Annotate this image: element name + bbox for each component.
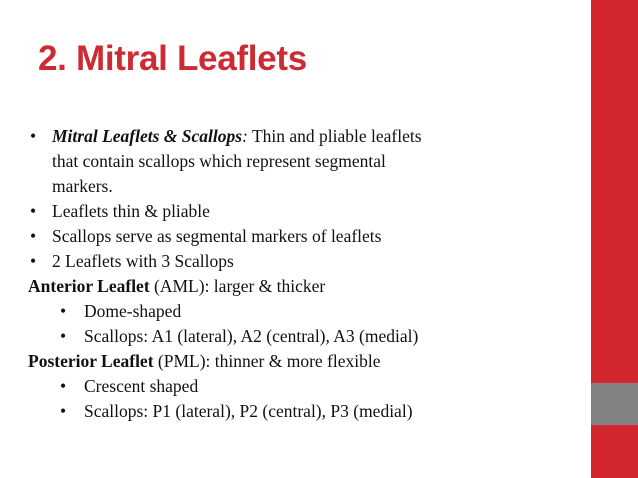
bullet-item [28, 124, 588, 149]
sub-bullet-item [28, 374, 588, 399]
bullet-item [28, 249, 588, 274]
bullet-icon: • [30, 251, 37, 271]
item-text: Crescent shaped [84, 376, 199, 396]
accent-bar-gray [591, 383, 638, 425]
bullet-icon: • [60, 376, 67, 396]
bullet-icon: • [60, 326, 67, 346]
accent-bar-red-bottom [591, 425, 638, 478]
bullet-icon: • [30, 126, 37, 146]
bullet-item [28, 199, 588, 224]
bullet-icon: • [30, 201, 37, 221]
bullet-icon: • [60, 401, 67, 421]
item-text: Dome-shaped [84, 301, 182, 321]
item-text: Leaflets thin & pliable [52, 201, 210, 221]
bullet-continuation: that contain scallops which represent segmental [52, 151, 386, 171]
item-text: Thin and pliable leaflets [247, 126, 422, 146]
posterior-leaflet-heading [28, 349, 588, 374]
item-text: Scallops: A1 (lateral), A2 (central), A3 (medial) [84, 326, 419, 346]
bullet-continuation: markers. [52, 176, 113, 196]
bullet-icon: • [60, 301, 67, 321]
term-colon: : [242, 126, 248, 146]
bullet-item [28, 224, 588, 249]
slide-body [28, 124, 588, 424]
item-text: Scallops serve as segmental markers of leaflets [52, 226, 382, 246]
term-mitral-leaflets-scallops: Mitral Leaflets & Scallops [52, 126, 243, 146]
slide-title: 2. Mitral Leaflets [38, 39, 307, 78]
anterior-leaflet-label: Anterior Leaflet [28, 276, 150, 296]
bullet-icon: • [30, 226, 37, 246]
item-text: Scallops: P1 (lateral), P2 (central), P3 (medial) [84, 401, 413, 421]
posterior-leaflet-desc: (PML): thinner & more flexible [153, 351, 381, 371]
item-text: 2 Leaflets with 3 Scallops [52, 251, 234, 271]
sub-bullet-item [28, 299, 588, 324]
posterior-leaflet-label: Posterior Leaflet [28, 351, 154, 371]
sub-bullet-item [28, 324, 588, 349]
anterior-leaflet-heading [28, 274, 588, 299]
sub-bullet-item [28, 399, 588, 424]
anterior-leaflet-desc: (AML): larger & thicker [149, 276, 326, 296]
accent-bar-red [591, 0, 638, 383]
